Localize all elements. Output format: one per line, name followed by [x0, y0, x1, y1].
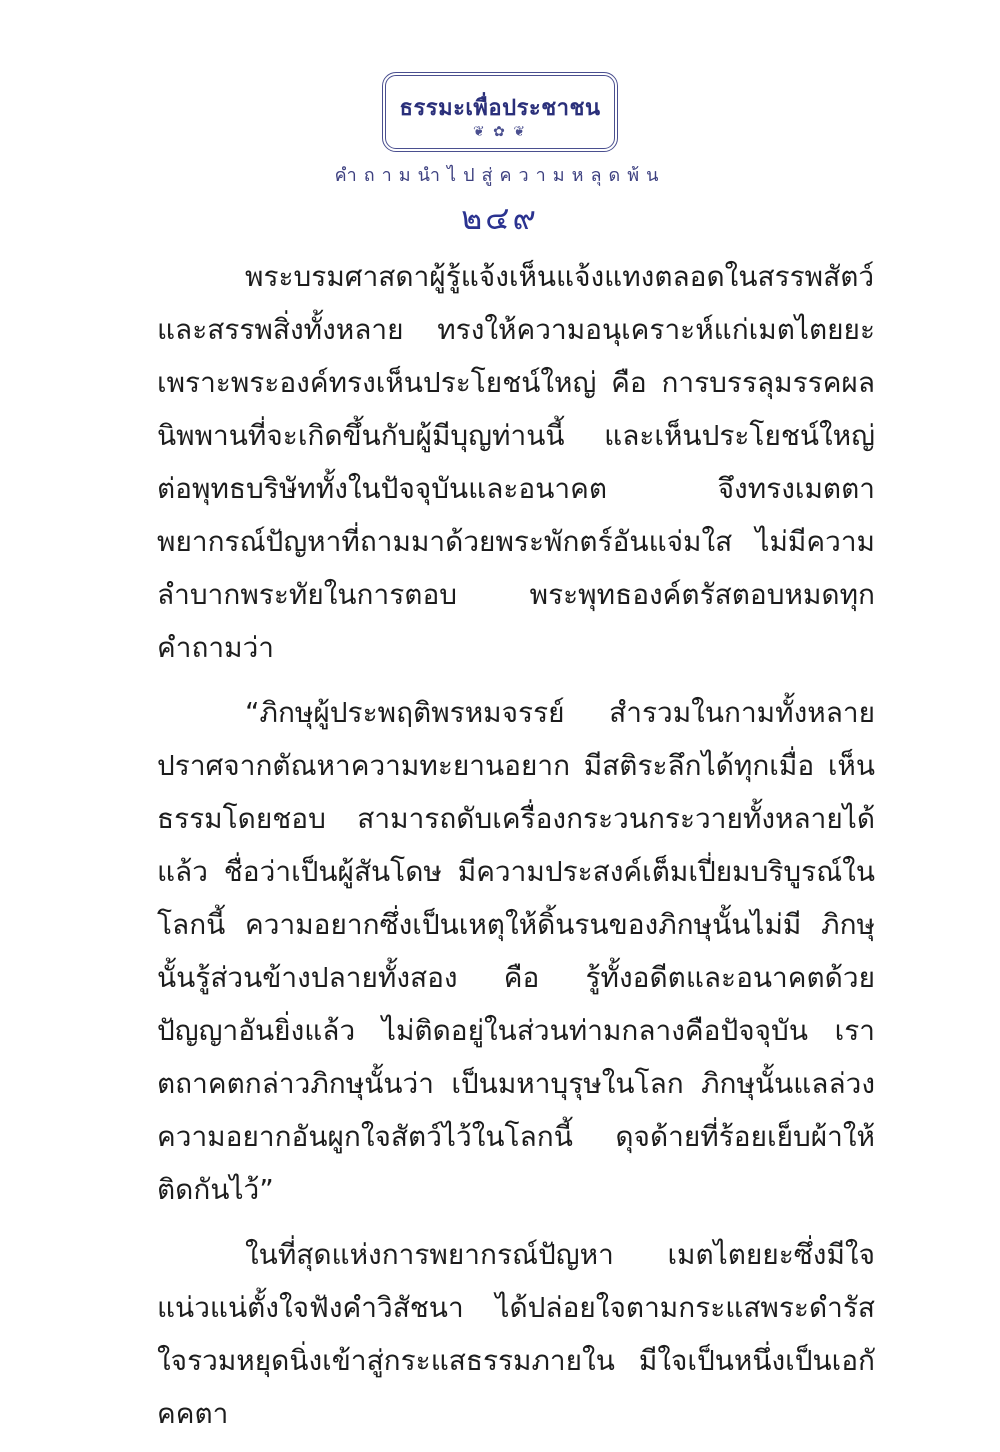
dhamma-logo [382, 72, 618, 152]
chapter-subtitle: คำถามนำไปสู่ความหลุดพ้น [334, 165, 666, 186]
paragraph-2: “ภิกษุผู้ประพฤติพรหมจรรย์ สำรวมในกามทั้งหลาย ปราศจากตัณหาความทะยานอยาก มีสติระลึกได้ทุกเมื่อ เห็นธรรมโดยชอบ สามารถดับเครื่องกระวนกระวายทั้งหลายได้แล้ว ชื่อว่าเป็นผู้สันโดษ มีความประสงค์เต็มเปี่ยมบริบูรณ์ในโลกนี้ ความอยากซึ่งเป็นเหตุให้ดิ้นรนของภิกษุนั้นไม่มี ภิกษุนั้นรู้ส่วนข้างปลายทั้งสอง คือ รู้ทั้งอดีตและอนาคตด้วยปัญญาอันยิ่งแล้ว ไม่ติดอยู่ในส่วนท่ามกลางคือปัจจุบัน เราตถาคตกล่าวภิกษุนั้นว่า เป็นมหาบุรุษในโลก ภิกษุนั้นแลล่วงความอยากอันผูกใจสัตว์ไว้ในโลกนี้ ดุจด้ายที่ร้อยเย็บผ้าให้ติดกันไว้” [157, 696, 875, 1206]
logo-text: ธรรมะเพื่อประชาชน [399, 95, 601, 121]
body-text [157, 250, 875, 1452]
page-number: ๒๔๙ [461, 199, 539, 237]
paragraph-3: ในที่สุดแห่งการพยากรณ์ปัญหา เมตไตยยะซึ่งมีใจแน่วแน่ตั้งใจฟังคำวิสัชนา ได้ปล่อยใจตามกระแสพระดำรัส ใจรวมหยุดนิ่งเข้าสู่กระแสธรรมภายใน มีใจเป็นหนึ่งเป็นเอกัคคตา [157, 1238, 875, 1430]
paragraph-1: พระบรมศาสดาผู้รู้แจ้งเห็นแจ้งแทงตลอดในสรรพสัตว์และสรรพสิ่งทั้งหลาย ทรงให้ความอนุเคราะห์แก่เมตไตยยะ เพราะพระองค์ทรงเห็นประโยชน์ใหญ่ คือ การบรรลุมรรคผลนิพพานที่จะเกิดขึ้นกับผู้มีบุญท่านนี้ และเห็นประโยชน์ใหญ่ต่อพุทธบริษัททั้งในปัจจุบันและอนาคต จึงทรงเมตตาพยากรณ์ปัญหาที่ถามมาด้วยพระพักตร์อันแจ่มใส ไม่มีความลำบากพระทัยในการตอบ พระพุทธองค์ตรัสตอบหมดทุกคำถามว่า [157, 260, 875, 664]
page-header [0, 72, 1000, 244]
ornament-icon: ❦ ✿ ❦ [472, 124, 528, 140]
